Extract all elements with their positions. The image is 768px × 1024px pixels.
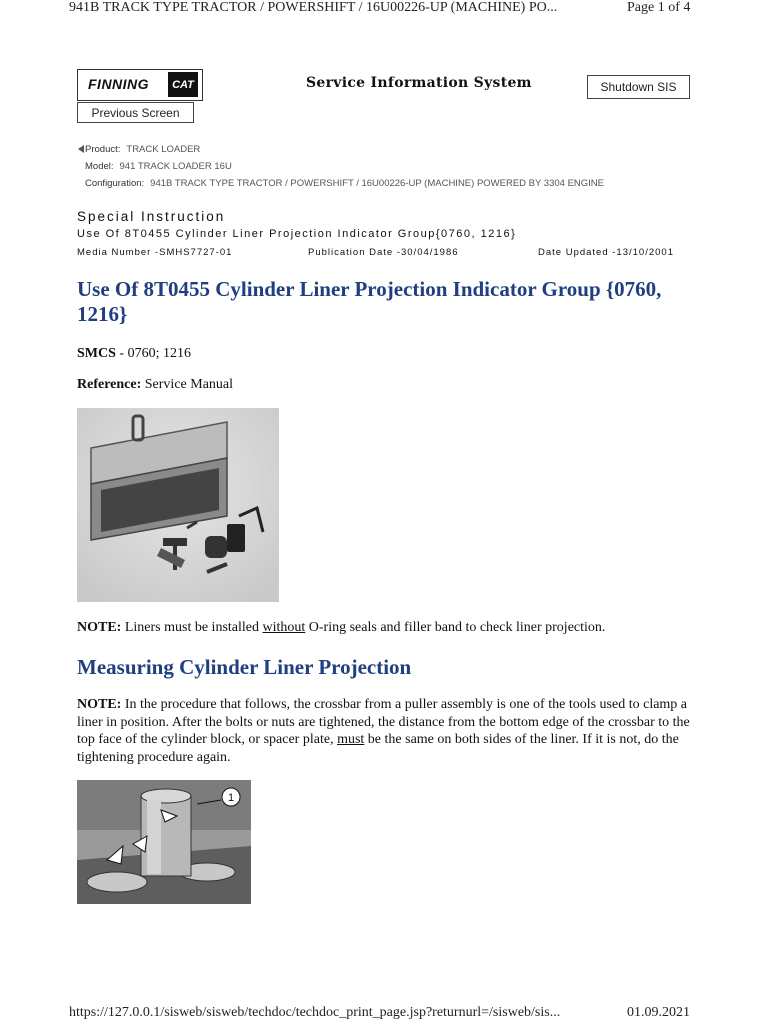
finning-logo-text: FINNING — [88, 76, 150, 92]
media-number: Media Number -SMHS7727-01 — [77, 247, 233, 258]
note-liner-installation — [77, 620, 605, 636]
date-updated: Date Updated -13/10/2001 — [538, 247, 674, 258]
smcs-label: SMCS — [77, 346, 116, 361]
system-title: Service Information System — [306, 75, 532, 91]
note2-text-a: In the procedure that follows, the crossbar from a puller assembly is one of the tools used to clamp a liner in position. After the bolts or nuts are tightened, the distance from the bottom edge of the crossbar to the top face of the cylinder block, or spacer plate, — [77, 697, 690, 747]
note-crossbar-procedure — [77, 696, 692, 766]
shutdown-sis-button[interactable]: Shutdown SIS — [587, 75, 690, 99]
reference-value: Service Manual — [141, 377, 234, 392]
configuration-value: 941B TRACK TYPE TRACTOR / POWERSHIFT / 16U00226-UP (MACHINE) POWERED BY 3304 ENGINE — [150, 178, 605, 189]
special-instruction-subtitle: Use Of 8T0455 Cylinder Liner Projection Indicator Group{0760, 1216} — [77, 228, 517, 240]
note2-label: NOTE: — [77, 697, 122, 712]
reference-line — [77, 377, 233, 393]
special-instruction-heading: Special Instruction — [77, 209, 226, 224]
article-title: Use Of 8T0455 Cylinder Liner Projection Indicator Group {0760, 1216} — [77, 277, 662, 326]
section-title: Measuring Cylinder Liner Projection — [77, 655, 412, 679]
publication-date: Publication Date -30/04/1986 — [308, 247, 459, 258]
model-row — [85, 161, 232, 172]
product-label: Product: — [85, 144, 121, 155]
smcs-value: - 0760; 1216 — [115, 346, 191, 361]
footer-date: 01.09.2021 — [627, 1005, 690, 1020]
page-number: Page 1 of 4 — [627, 0, 691, 15]
indicator-group-kit-photo — [77, 408, 279, 602]
smcs-line — [77, 346, 191, 362]
callout-number: 1 — [227, 792, 235, 804]
note2-text-b: be the same on both sides of the liner. If it is not, do the tightening procedure again. — [77, 732, 679, 765]
previous-screen-button[interactable]: Previous Screen — [77, 102, 194, 123]
cylinder-liner-photo — [77, 780, 251, 904]
configuration-label: Configuration: — [85, 178, 145, 189]
model-label: Model: — [85, 161, 114, 172]
finning-cat-logo — [77, 69, 203, 101]
collapse-triangle-icon[interactable] — [78, 145, 84, 153]
configuration-row — [85, 178, 604, 189]
note1-text-b: O-ring seals and filler band to check liner projection. — [305, 620, 606, 635]
cat-logo: CAT — [168, 72, 198, 97]
note2-emphasis: must — [337, 732, 365, 747]
reference-label: Reference: — [77, 377, 142, 392]
note1-emphasis: without — [262, 620, 306, 635]
note1-label: NOTE: — [77, 620, 122, 635]
product-row — [78, 144, 200, 155]
footer-url: https://127.0.0.1/sisweb/sisweb/techdoc/techdoc_print_page.jsp?returnurl=/sisweb/sis... — [69, 1005, 561, 1020]
model-value: 941 TRACK LOADER 16U — [119, 161, 232, 172]
product-value: TRACK LOADER — [126, 144, 201, 155]
document-header-title: 941B TRACK TYPE TRACTOR / POWERSHIFT / 16U00226-UP (MACHINE) PO... — [69, 0, 558, 15]
note1-text-a: Liners must be installed — [121, 620, 263, 635]
